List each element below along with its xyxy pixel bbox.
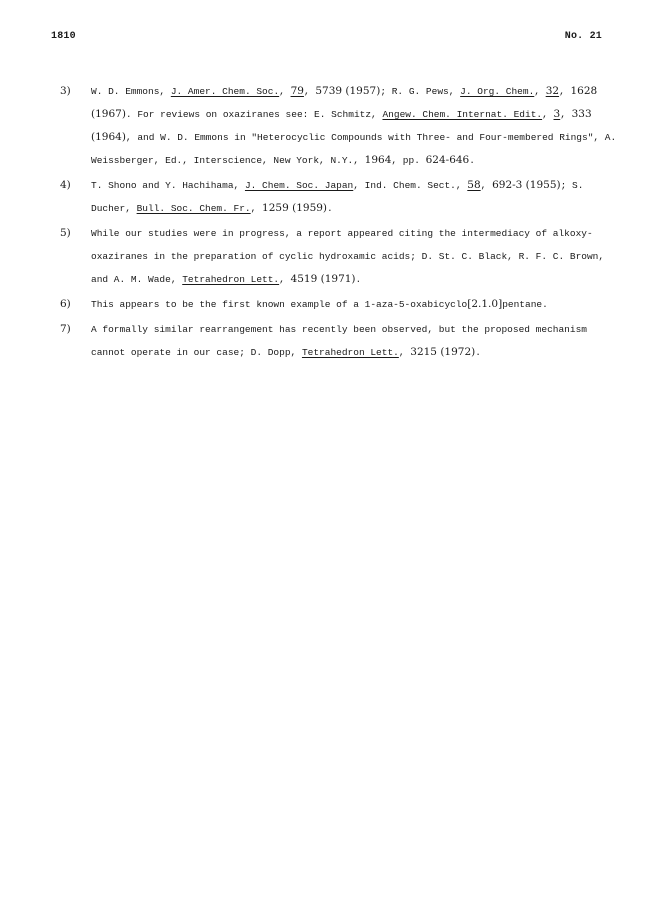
journal-title: J. Org. Chem. [460, 86, 535, 97]
reference-3 [60, 80, 620, 172]
page-year: 3215 (1972) [410, 346, 476, 358]
page-year: 4519 (1971) [290, 273, 356, 285]
ref-text: , [534, 86, 546, 97]
page-year: 5739 (1957) [315, 85, 381, 97]
page-year: 1259 (1959) [262, 202, 328, 214]
ref-text: , [279, 86, 291, 97]
ref-text: . [469, 155, 475, 166]
year: (1967) [91, 108, 126, 120]
page-year: 333 (1964) [91, 108, 592, 143]
ref-text: While our studies were in progress, a report appeared citing the intermediacy of alkoxy-oxaziranes in the preparation of cyclic hydroxamic acids; D. St. C. Black, R. F. C. Brown, and A. M. Wade, [91, 228, 605, 285]
journal-title: J. Amer. Chem. Soc. [170, 86, 280, 97]
ref-text: , [542, 109, 554, 120]
ref-text: . [355, 274, 362, 285]
journal-title: J. Chem. Soc. Japan [244, 180, 354, 191]
ref-text: W. D. Emmons, [91, 86, 171, 97]
volume-number: 32 [545, 85, 560, 97]
ref-text: A formally similar rearrangement has recently been observed, but the proposed mechanism cannot operate in our case; D. Dopp, [91, 324, 587, 358]
ref-text: , and W. D. Emmons in "Heterocyclic Compounds with Three- and Four-membered Rings", A. Weissberger, Ed., Interscience, New York, N.Y., [91, 132, 617, 166]
reference-number: 6) [60, 298, 71, 310]
volume-number: 79 [290, 85, 304, 97]
reference-number: 7) [60, 323, 71, 335]
page-number: 1810 [51, 31, 76, 42]
ref-text: , [279, 274, 291, 285]
reference-4 [60, 174, 620, 220]
issue-number: No. 21 [564, 31, 602, 42]
journal-title: Tetrahedron Lett. [301, 347, 399, 358]
page-range: 624-646 [425, 154, 470, 166]
ref-text: , [250, 203, 263, 214]
bicyclo-locants: [2.1.0] [467, 298, 503, 310]
reference-number: 4) [60, 179, 71, 191]
ref-text: pentane. [502, 299, 548, 310]
year: 1964 [364, 154, 392, 166]
reference-number: 5) [60, 227, 71, 239]
ref-text: , [398, 347, 411, 358]
ref-text: , [480, 180, 493, 191]
page-number-cite: 1628 [570, 85, 598, 97]
journal-title: Angew. Chem. Internat. Edit. [382, 109, 543, 120]
reference-5 [60, 222, 620, 291]
ref-text: , [560, 109, 566, 120]
reference-6 [60, 293, 620, 316]
ref-text: . [475, 347, 481, 358]
ref-text: ; R. G. Pews, [380, 86, 461, 97]
reference-7 [60, 318, 620, 364]
journal-title: Bull. Soc. Chem. Fr. [136, 203, 251, 214]
page-year: 692-3 (1955) [492, 179, 561, 191]
ref-text: This appears to be the first known example of a 1-aza-5-oxabicyclo [91, 299, 468, 310]
reference-number: 3) [60, 85, 71, 97]
ref-text: , [559, 86, 571, 97]
ref-text: . For reviews on oxaziranes see: E. Schmitz, [125, 109, 383, 120]
ref-text: , [303, 86, 316, 97]
journal-title: Tetrahedron Lett. [182, 274, 280, 285]
ref-text: . [327, 203, 333, 214]
volume-number: 58 [467, 179, 481, 191]
ref-text: T. Shono and Y. Hachihama, [91, 180, 245, 191]
ref-text: , Ind. Chem. Sect., [353, 180, 468, 191]
volume-number: 3 [553, 108, 561, 120]
reference-list [60, 80, 620, 366]
ref-text: ; S. Ducher, [91, 180, 584, 214]
ref-text: , pp. [391, 155, 426, 166]
